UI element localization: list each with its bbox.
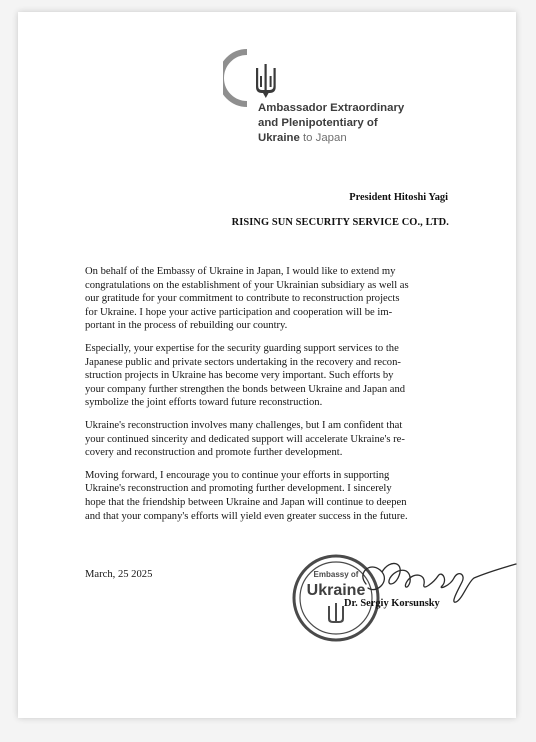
body-line: congratulations on the establishment of your Ukrainian subsidiary as well as [85,279,409,291]
paragraph-3 [85,419,465,460]
body-line: covery and reconstruction and promote further development. [85,447,343,459]
trident-icon [256,64,276,98]
body-line: Ukraine's reconstruction and promoting further development. I sincerely [85,483,392,495]
title-line-2: and Plenipotentiary of [258,117,378,129]
body-line: struction projects in Ukraine has become very important. Such efforts by [85,370,394,382]
body-line: On behalf of the Embassy of Ukraine in Japan, I would like to extend my [85,266,396,277]
paragraph-2 [85,342,465,410]
body-line: Japanese public and private sectors undertaking in the recovery and recon- [85,356,401,368]
title-line-3 [258,131,488,146]
body-line: our gratitude for your commitment to contribute to reconstruction projects [85,293,400,305]
title-country: Ukraine [258,132,300,144]
paragraph-1 [85,265,465,333]
letter-body [85,265,465,532]
body-line: your company further strengthen the bonds between Ukraine and Japan and [85,383,406,395]
body-line: for Ukraine. I hope your active participation and cooperation will be im- [85,306,393,318]
letter-sheet [18,12,516,718]
body-line: symbolize the joint efforts toward future reconstruction. [85,397,323,409]
company-name: RISING SUN SECURITY SERVICE CO., LTD. [231,217,449,228]
body-line: Moving forward, I encourage you to continue your efforts in supporting [85,469,390,481]
body-line: Especially, your expertise for the security guarding support services to the [85,342,399,354]
logo-arc [223,52,247,104]
body-line: and that your company's efforts will yield even greater success in the future. [85,510,408,522]
stamp-top-text: Embassy of [313,570,359,579]
title-suffix: to Japan [299,132,347,144]
stamp-main-text: Ukraine [306,582,366,599]
body-line: Ukraine's reconstruction involves many challenges, but I am confident that [85,419,403,431]
body-line: portant in the process of rebuilding our country. [85,320,288,332]
letter-date: March, 25 2025 [85,569,153,580]
signer-name: Dr. Sergiy Korsunsky [344,598,440,609]
paragraph-4 [85,469,465,523]
body-line: your continued sincerity and dedicated support will accelerate Ukraine's re- [85,433,405,445]
body-line: hope that the friendship between Ukraine and Japan will continue to deepen [85,496,407,508]
addressee: President Hitoshi Yagi [349,192,448,203]
title-line-1: Ambassador Extraordinary [258,102,405,114]
ambassador-title [258,101,488,146]
